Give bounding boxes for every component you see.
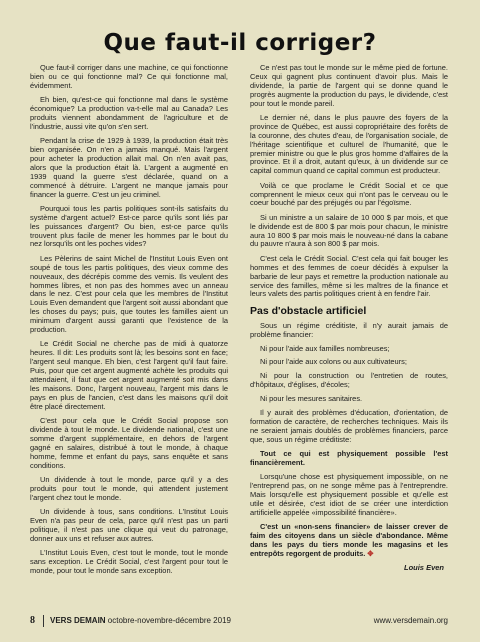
paragraph: Les Pèlerins de saint Michel de l'Institut Louis Even ont soupé de tous les partis politiques, des vieux comme des nouveaux, des décrépis comme des vernis. Ils veulent des hommes libres, et non pas des hommes avec un anneau dans le nez. C'est pour cela que les membres de l'Institut Louis Even demandent que l'argent soit aussi abondant que les choses du pays; puis, que toutes les familles aient un minimum d'argent aussi garanti que l'existence de la production.: [30, 253, 228, 335]
page-footer: [30, 614, 448, 628]
paragraph: Sous un régime créditiste, il n'y aurait jamais de problème financier:: [250, 320, 448, 339]
paragraph: C'est pour cela que le Crédit Social propose son dividende à tout le monde. Le dividende national, c'est une somme d'argent supplémentaire, en dehors de l'argent gagné en salaires, distribué à tout le monde, à chaque homme, femme et enfant du pays, sans enquête et sans conditions.: [30, 415, 228, 470]
right-column: [250, 64, 448, 604]
author-signature: Louis Even: [403, 563, 444, 573]
section-heading: Pas d'obstacle artificiel: [250, 304, 367, 317]
publication-name: VERS DEMAIN: [50, 616, 106, 625]
list-item: Ni pour la construction ou l'entretien de routes, d'hôpitaux, d'églises, d'écoles;: [250, 371, 448, 390]
paragraph: Il y aurait des problèmes d'éducation, d'orientation, de formation de caractère, de recherches techniques. Mais ils ne seraient jamais doublés de problèmes financiers, parce que, sous un régime créditiste:: [250, 408, 448, 444]
list-item: Ni pour l'aide aux colons ou aux cultivateurs;: [260, 357, 407, 367]
website-link[interactable]: www.versdemain.org: [373, 616, 448, 625]
paragraph: Que faut-il corriger dans une machine, ce qui fonctionne bien ou ce qui fonctionne mal? Ce qui fonctionne mal, évidemment.: [30, 64, 228, 90]
paragraph: Si un ministre a un salaire de 10 000 $ par mois, et que le dividende est de 800 $ par mois pour chacun, le ministre aura 10 800 $ par mois mais le nouveau-né dans la cabane du pauvre n'aura à son 800 $ par mois.: [250, 212, 448, 249]
publication-info: [50, 614, 231, 628]
paragraph: L'Institut Louis Even, c'est tout le monde, tout le monde sans exception. Le Crédit Social, c'est l'argent pour tout le monde, pour tout le monde sans exception.: [30, 547, 228, 575]
paragraph: Ce n'est pas tout le monde sur le même pied de fortune. Ceux qui gagnent plus continuent d'avoir plus. Mais le dividende, la partie de l'argent qui se donne quand le progrès augmente la production du pays, le dividende, c'est pour tout le monde pareil.: [250, 64, 448, 108]
paragraph: Un dividende à tout le monde, parce qu'il y a des produits pour tout le monde, qui attendent justement l'argent chez tout le monde.: [30, 474, 228, 502]
paragraph: C'est cela le Crédit Social. C'est cela qui fait bouger les hommes et des femmes de coeur décidés à expulser la barbarie de leur pays et remettre la production nationale au service des familles, même si les maîtres de la finance et leurs valets des partis politiques crient à en fendre l'air.: [250, 253, 448, 299]
paragraph: Pendant la crise de 1929 à 1939, la production était très bien organisée. On n'en a jamais manqué. Mais l'argent pour acheter la production allait mal. On n'en avait pas, alors que la production était là. L'argent a augmenté en 1939 quand la guerre s'est déclarée, quand on a commencé à détruire. L'argent ne manque jamais pour financer la guerre. C'est un jeu criminel.: [30, 136, 228, 199]
final-statement: [250, 523, 448, 559]
page-number: 8: [30, 615, 35, 626]
paragraph: Le Crédit Social ne cherche pas de midi à quatorze heures. Il dit: Les produits sont là; les besoins sont en face; l'argent seul manque. Eh bien, c'est l'argent qu'il faut faire. Puis, pour que cet argent augmenté achète les produits qui attendaient, il faut que cet argent augmenté soit mis dans les maisons. Donc, l'argent nouveau, l'argent mis dans le pays en plus de l'ancien, c'est dans les maisons qu'il doit être placé directement.: [30, 339, 228, 411]
bold-statement: Tout ce qui est physiquement possible l'est financièrement.: [250, 449, 448, 467]
paragraph: Voilà ce que proclame le Crédit Social et ce que comprennent le mieux ceux qui n'ont pas le cerveau ou le coeur bouché par des préjugés ou par l'égoïsme.: [250, 180, 448, 208]
page-title: Que faut-il corriger?: [103, 30, 377, 56]
paragraph: Eh bien, qu'est-ce qui fonctionne mal dans le système économique? La production va-t-elle mal au Canada? Les produits viennent abondamment de l'agriculture et de l'industrie, aussi vite qu'on s'en sert.: [30, 95, 228, 131]
footer-divider: [43, 615, 44, 627]
paragraph: Le dernier né, dans le plus pauvre des foyers de la province de Québec, est aussi copropriétaire des forêts de la couronne, des chutes d'eau, de l'organisation sociale, de l'héritage scientifique et culturel de l'humanité, que le premier ministre ou que le plus gros homme d'affaires de la province. Et il a droit, autant qu'eux, à un dividende sur ce capital commun quand ce capital commun est producteur.: [250, 112, 448, 176]
issue-date: octobre-novembre-décembre 2019: [107, 616, 231, 625]
list-item: Ni pour les mesures sanitaires.: [260, 394, 363, 404]
paragraph: Pourquoi tous les partis politiques sont-ils satisfaits du système d'argent actuel? Est-ce parce qu'ils sont liés par les puissances d'argent? Ou bien, est-ce parce qu'ils trouvent plus facile de mener les hommes par le bout du nez lorsqu'ils ont les poches vides?: [30, 203, 228, 249]
paragraph: Un dividende à tous, sans conditions. L'Institut Louis Even n'a pas peur de cela, parce qu'il n'est pas un parti politique, il n'est pas une clique qui veut du patronage, donner aux uns et refuser aux autres.: [30, 506, 228, 543]
end-mark-icon: ✥: [367, 548, 374, 558]
left-column: [30, 64, 228, 604]
final-statement-text: C'est un «non-sens financier» de laisser crever de faim des citoyens dans un siècle d'abondance. Même dans les pays du tiers monde les magasins et les entrepôts regorgent de produits.: [250, 522, 448, 558]
paragraph: Lorsqu'une chose est physiquement impossible, on ne l'entreprend pas, on ne songe même pas à l'entreprendre. Mais lorsqu'elle est physiquement possible et qu'elle est utile et désirée, c'est idiot de se créer une interdiction artificielle appelée «impossibilité financière».: [250, 472, 448, 517]
list-item: Ni pour l'aide aux familles nombreuses;: [260, 343, 390, 353]
